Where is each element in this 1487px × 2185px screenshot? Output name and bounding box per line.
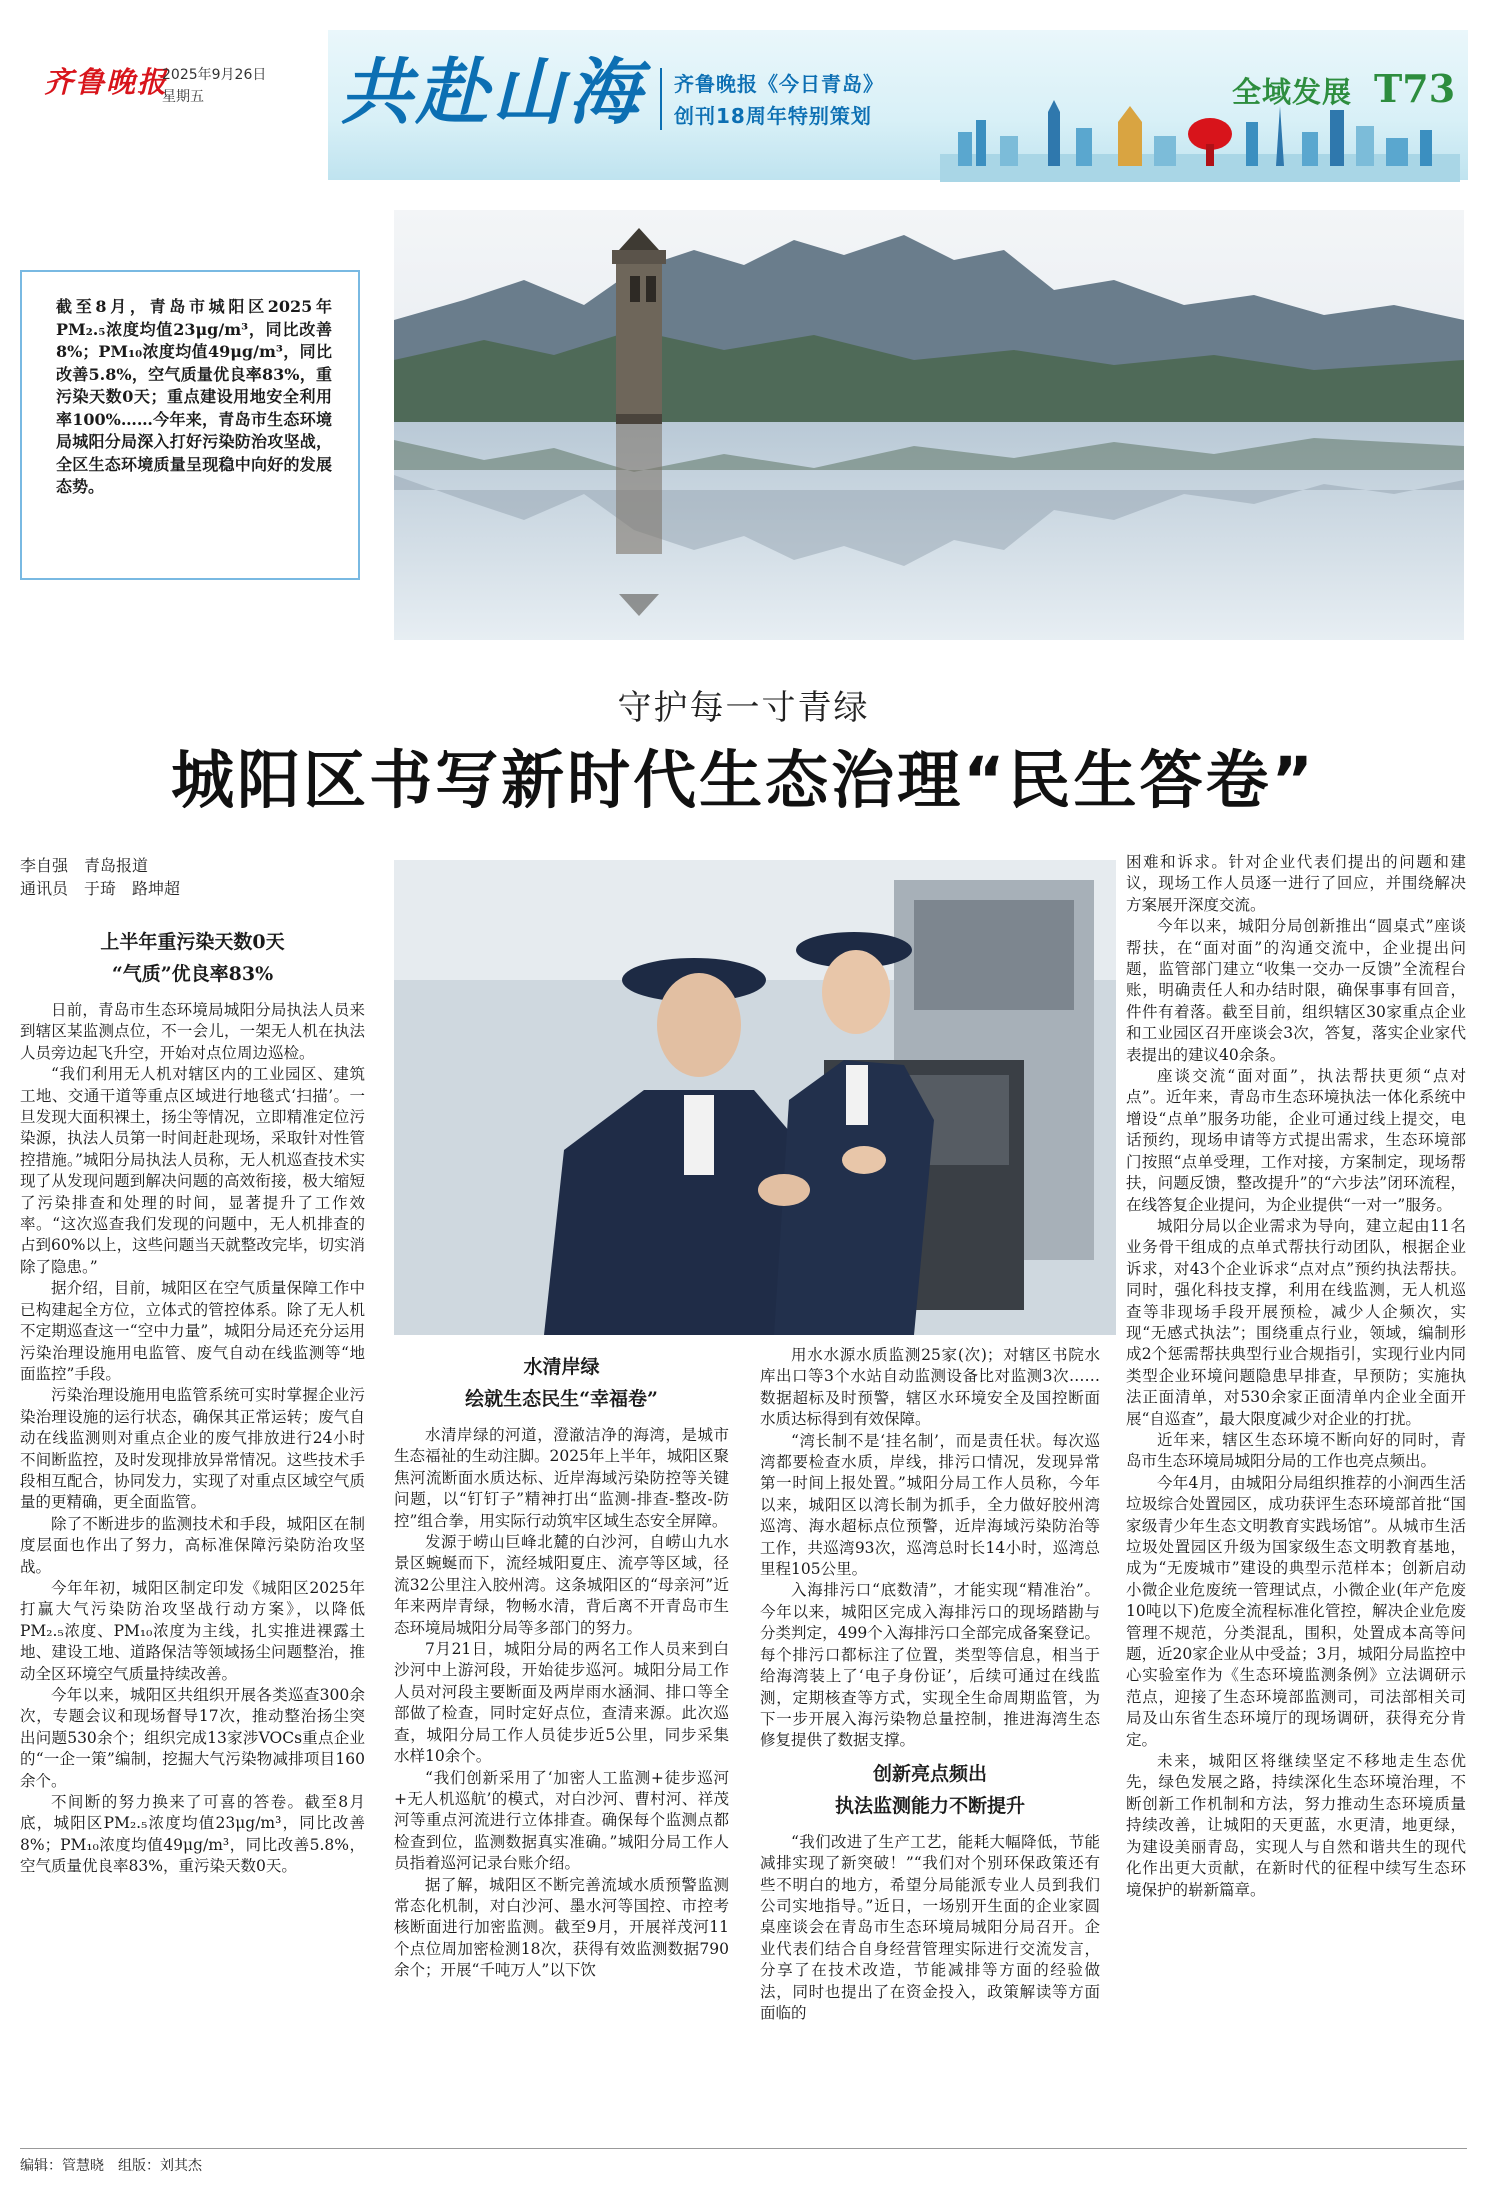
headline-subtitle: 守护每一寸青绿 <box>617 688 870 728</box>
col2-heading <box>394 1351 729 1415</box>
column-2 <box>394 1345 729 1982</box>
col2-heading-line2: 绘就生态民生“幸福卷” <box>465 1388 658 1410</box>
date-text: 2025年9月26日 <box>162 67 267 83</box>
masthead <box>0 0 1487 190</box>
col1-heading-line1: 上半年重污染天数0天 <box>100 931 285 953</box>
col3-para: “湾长制不是‘挂名制’，而是责任状。每次巡湾都要检查水质，岸线，排污口情况，发现异常第一时间上报处置。”城阳分局工作人员称，今年以来，城阳区以湾长制为抓手，全力做好胶州湾巡湾、海水超标点位预警，近岸海域污染防治等工作，共巡湾93次，巡湾总时长14小时，巡湾总里程105公里。 <box>760 1431 1100 1579</box>
col3-para: “我们改进了生产工艺，能耗大幅降低，节能减排实现了新突破！”“我们对个别环保政策还有些不明白的地方，希望分局能派专业人员到我们公司实地指导。”近日，一场别开生面的企业家圆桌座谈会在青岛市生态环境局城阳分局召开。企业代表们结合自身经营管理实际进行交流发言，分享了在技术改造，节能减排等方面的经验做法，同时也提出了在资金投入，政策解读等方面面临的 <box>760 1832 1100 2022</box>
column-3 <box>760 1345 1100 2024</box>
col3-para: 入海排污口“底数清”，才能实现“精准治”。今年以来，城阳区完成入海排污口的现场踏勘与分类判定，499个入海排污口全部完成备案登记。每个排污口都标注了位置，类型等信息，相当于给海湾装上了‘电子身份证’，后续可通过在线监测，定期核查等方式，实现全生命周期监管，为下一步开展入海污染物总量控制，推进海湾生态修复提供了数据支撑。 <box>760 1581 1100 1750</box>
col1-para: 今年年初，城阳区制定印发《城阳区2025年打赢大气污染防治攻坚战行动方案》，以降低PM₂.₅浓度、PM₁₀浓度为主线，扎实推进裸露土地、建设工地、道路保洁等领域扬尘问题整治，推动全区环境空气质量持续改善。 <box>20 1578 365 1683</box>
editor-credits: 编辑：管慧晓 组版：刘其杰 <box>20 2158 202 2174</box>
col4-para: 未来，城阳区将继续坚定不移地走生态优先，绿色发展之路，持续深化生态环境治理，不断创新工作机制和方法，努力推动生态环境质量持续改善，让城阳的天更蓝，水更清，地更绿，为建设美丽青岛，实现人与自然和谐共生的现代化作出更大贡献，在新时代的征程中续写生态环境保护的崭新篇章。 <box>1126 1752 1466 1899</box>
feature-title: 共赴山海 <box>340 49 645 134</box>
col4-para: 座谈交流“面对面”，执法帮扶更须“点对点”。近年来，青岛市生态环境执法一体化系统中增设“点单”服务功能，企业可通过线上提交，电话预约，现场申请等方式提出需求，生态环境部门按照“点单受理，工作对接，方案制定，现场帮扶，问题反馈，整改提升”的“六步法”闭环流程，在线答复企业提问，为企业提供“一对一”服务。 <box>1126 1067 1466 1214</box>
col1-para: 据介绍，目前，城阳区在空气质量保障工作中已构建起全方位，立体式的管控体系。除了无人机不定期巡查这一“空中力量”，城阳分局还充分运用污染治理设施用电监管、废气自动在线监测等“地面监控”手段。 <box>20 1279 365 1383</box>
col1-para: 日前，青岛市生态环境局城阳分局执法人员来到辖区某监测点位，不一会儿，一架无人机在执法人员旁边起飞升空，开始对点位周边巡检。 <box>20 1001 365 1062</box>
column-1 <box>20 920 365 1878</box>
col1-para: 不间断的努力换来了可喜的答卷。截至8月底，城阳区PM₂.₅浓度均值23μg/m³，同比改善8%；PM₁₀浓度均值49μg/m³，同比改善5.8%，空气质量优良率83%，重污染天数0天。 <box>20 1793 365 1876</box>
col1-heading-line2: “气质”优良率83% <box>111 963 274 985</box>
section-name: 全域发展 <box>1232 75 1353 109</box>
col3-heading-line2: 执法监测能力不断提升 <box>834 1794 1025 1817</box>
special-line-1: 齐鲁晚报《今日青岛》 <box>674 72 884 96</box>
headline-title: 城阳区书写新时代生态治理“民生答卷” <box>171 744 1316 817</box>
col4-para: 近年来，辖区生态环境不断向好的同时，青岛市生态环境局城阳分局的工作也亮点频出。 <box>1126 1430 1466 1471</box>
inspectors-photo <box>394 860 1116 1335</box>
col2-para: 据了解，城阳区不断完善流域水质预警监测常态化机制，对白沙河、墨水河等国控、市控考核断面进行加密监测。截至9月，开展祥茂河11个点位周加密检测18次，获得有效监测数据790余个；开展“千吨万人”以下饮 <box>394 1875 729 1980</box>
col4-para: 城阳分局以企业需求为导向，建立起由11名业务骨干组成的点单式帮扶行动团队，根据企业诉求，对43个企业诉求“点对点”预约执法帮扶。同时，强化科技支撑，利用在线监测，无人机巡查等非现场手段开展预检，减少人企频次，实现“无感式执法”；围绕重点行业，领域，编制形成2个惩需帮扶典型行业合规指引，实现行业内同类型企业环境问题隐患早排查，早预防；实施执法正面清单，对530余家正面清单内企业全面开展“自巡查”，最大限度减少对企业的打扰。 <box>1126 1216 1466 1428</box>
reservoir-tower-photo <box>394 210 1464 640</box>
col2-para: 7月21日，城阳分局的两名工作人员来到白沙河中上游河段，开始徒步巡河。城阳分局工作人员对河段主要断面及两岸雨水涵洞、排口等全部做了检查，同时定好点位，查清来源。此次巡查，城阳分局工作人员徒步近5公里，同步采集水样10余个。 <box>394 1640 729 1766</box>
col1-para: 污染治理设施用电监管系统可实时掌握企业污染治理设施的运行状态，确保其正常运转；废气自动在线监测则对重点企业的废气排放进行24小时不间断监控，及时发现排放异常情况。这些技术手段相互配合，协同发力，实现了对重点区域空气质量的更精确，更全面监管。 <box>20 1386 365 1512</box>
byline-reporter: 李自强 青岛报道 <box>20 856 149 875</box>
col4-para: 困难和诉求。针对企业代表们提出的问题和建议，现场工作人员逐一进行了回应，并围绕解决方案展开深度交流。 <box>1126 853 1466 914</box>
col4-para: 今年以来，城阳分局创新推出“圆桌式”座谈帮扶，在“面对面”的沟通交流中，企业提出问题，监管部门建立“收集一交办一反馈”全流程台账，明确责任人和办结时限，确保事事有回音，件件有着落。截至目前，组织辖区30家重点企业和工业园区召开座谈会3次，答复，落实企业家代表提出的建议40余条。 <box>1126 917 1466 1064</box>
issue-date <box>162 64 266 108</box>
summary-text: 截至8月，青岛市城阳区2025年PM₂.₅浓度均值23μg/m³，同比改善8%；PM₁₀浓度均值49μg/m³，同比改善5.8%，空气质量优良率83%，重污染天数0天；重点建设用地安全利用率100%……今年来，青岛市生态环境局城阳分局深入打好污染防治攻坚战，全区生态环境质量呈现稳中向好的发展态势。 <box>56 297 332 496</box>
summary-box <box>20 270 360 580</box>
col2-para: 发源于崂山巨峰北麓的白沙河，自崂山九水景区蜿蜒而下，流经城阳夏庄、流亭等区域，径流32公里注入胶州湾。这条城阳区的“母亲河”近年来两岸青绿，物畅水清，背后离不开青岛市生态环境局城阳分局等多部门的努力。 <box>394 1533 729 1637</box>
footer-rule <box>20 2148 1467 2149</box>
col1-heading <box>20 926 365 990</box>
header-divider <box>660 68 662 130</box>
special-line-2: 创刊18周年特别策划 <box>674 104 872 128</box>
col3-heading-line1: 创新亮点频出 <box>872 1762 987 1785</box>
col2-heading-line1: 水清岸绿 <box>523 1356 600 1378</box>
col4-para: 今年4月，由城阳分局组织推荐的小涧西生活垃圾综合处置园区，成功获评生态环境部首批“国家级青少年生态文明教育实践场馆”。从城市生活垃圾处置园区升级为国家级生态文明教育基地，成为“无废城市”建设的典型示范样本；创新启动小微企业危废统一管理试点，小微企业(年产危废10吨以下)危废全流程标准化管控，解决企业危废管理不规范，分类混乱，围积，处置成本高等问题，近20家企业从中受益；3月，城阳分局监控中心实验室作为《生态环境监测条例》立法调研示范点，迎接了生态环境部监测司，司法部相关司局及山东省生态环境厅的现场调研，获得充分肯定。 <box>1126 1473 1466 1749</box>
byline-correspondent: 通讯员 于琦 路坤超 <box>20 879 181 898</box>
col1-para: 除了不断进步的监测技术和手段，城阳区在制度层面也作出了努力，高标准保障污染防治攻坚战。 <box>20 1514 365 1576</box>
col1-para: 今年以来，城阳区共组织开展各类巡查300余次，专题会议和现场督导17次，推动整治扬尘突出问题530余个；组织完成13家涉VOCs重点企业的“一企一策”编制，挖掘大气污染物减排项目160余个。 <box>20 1686 365 1790</box>
col2-para: 水清岸绿的河道，澄澈洁净的海湾，是城市生态福祉的生动注脚。2025年上半年，城阳区聚焦河流断面水质达标、近岸海域污染防控等关键问题，以“钉钉子”精神打出“监测-排查-整改-防控”组合拳，用实际行动筑牢区域生态安全屏障。 <box>394 1426 729 1530</box>
col2-para: “我们创新采用了‘加密人工监测+徒步巡河+无人机巡航’的模式，对白沙河、曹村河、祥茂河等重点河流进行立体排查。确保每个监测点都检查到位，监测数据真实准确。”城阳分局工作人员指着巡河记录台账介绍。 <box>394 1768 729 1873</box>
weekday-text: 星期五 <box>162 89 204 105</box>
col3-heading <box>760 1758 1100 1822</box>
page-number: T73 <box>1374 66 1456 111</box>
newspaper-logo: 齐鲁晚报 <box>44 65 169 99</box>
column-4 <box>1126 852 1466 1901</box>
col3-para: 用水水源水质监测25家(次)；对辖区书院水库出口等3个水站自动监测设备比对监测3次……数据超标及时预警，辖区水环境安全及国控断面水质达标得到有效保障。 <box>760 1346 1100 1429</box>
col1-para: “我们利用无人机对辖区内的工业园区、建筑工地、交通干道等重点区域进行地毯式‘扫描’。一旦发现大面积裸土，扬尘等情况，立即精准定位污染源，执法人员第一时间赶赴现场，采取针对性管控措施。”城阳分局执法人员称，无人机巡查技术实现了从发现问题到解决问题的高效衔接，极大缩短了污染排查和处理的时间，显著提升了工作效率。“这次巡查我们发现的问题中，无人机排查的占到60%以上，这些问题当天就整改完毕，切实消除了隐患。” <box>20 1065 365 1276</box>
